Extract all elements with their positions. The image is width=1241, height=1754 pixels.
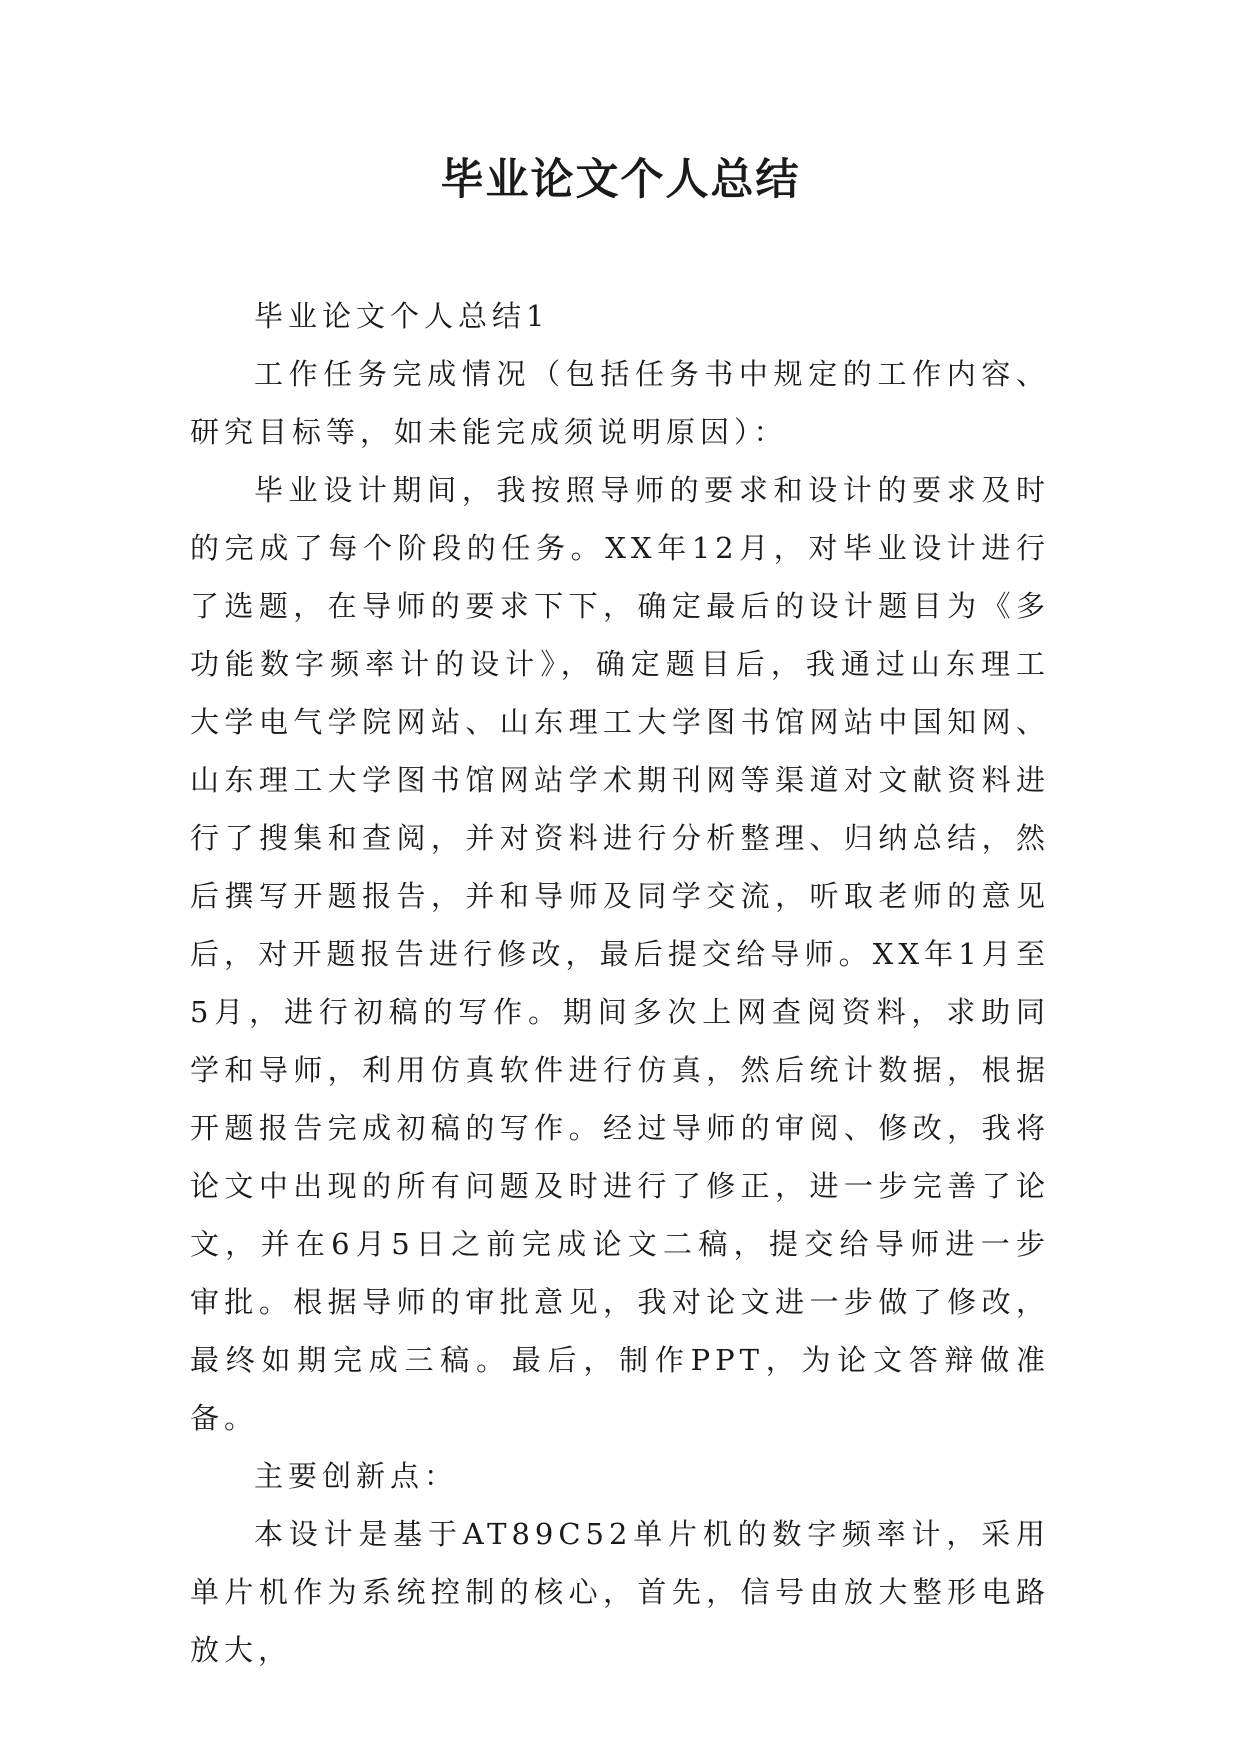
document-title: 毕业论文个人总结 bbox=[440, 155, 801, 205]
paragraph-design-process: 毕业设计期间，我按照导师的要求和设计的要求及时的完成了每个阶段的任务。XX年12月，对毕业设计进行了选题，在导师的要求下下，确定最后的设计题目为《多功能数字频率计的设计》，确定题目后，我通过山东理工大学电气学院网站、山东理工大学图书馆网站中国知网、山东理工大学图书馆网站学术期刊网等渠道对文献资料进行了搜集和查阅，并对资料进行分析整理、归纳总结，然后撰写开题报告，并和导师及同学交流，听取老师的意见后，对开题报告进行修改，最后提交给导师。XX年1月至5月，进行初稿的写作。期间多次上网查阅资料，求助同学和导师，利用仿真软件进行仿真，然后统计数据，根据开题报告完成初稿的写作。经过导师的审阅、修改，我将论文中出现的所有问题及时进行了修正，进一步完善了论文，并在6月5日之前完成论文二稿，提交给导师进一步审批。根据导师的审批意见，我对论文进一步做了修改，最终如期完成三稿。最后，制作PPT，为论文答辩做准备。 bbox=[190, 473, 1050, 1435]
document-body bbox=[190, 287, 1050, 1679]
paragraph-innovation-detail: 本设计是基于AT89C52单片机的数字频率计，采用单片机作为系统控制的核心，首先，信号由放大整形电路放大， bbox=[190, 1517, 1050, 1667]
paragraph-innovation-heading: 主要创新点： bbox=[254, 1459, 459, 1493]
paragraph-task-status: 工作任务完成情况（包括任务书中规定的工作内容、研究目标等，如未能完成须说明原因）： bbox=[190, 357, 1050, 449]
section-heading: 毕业论文个人总结1 bbox=[254, 299, 550, 333]
